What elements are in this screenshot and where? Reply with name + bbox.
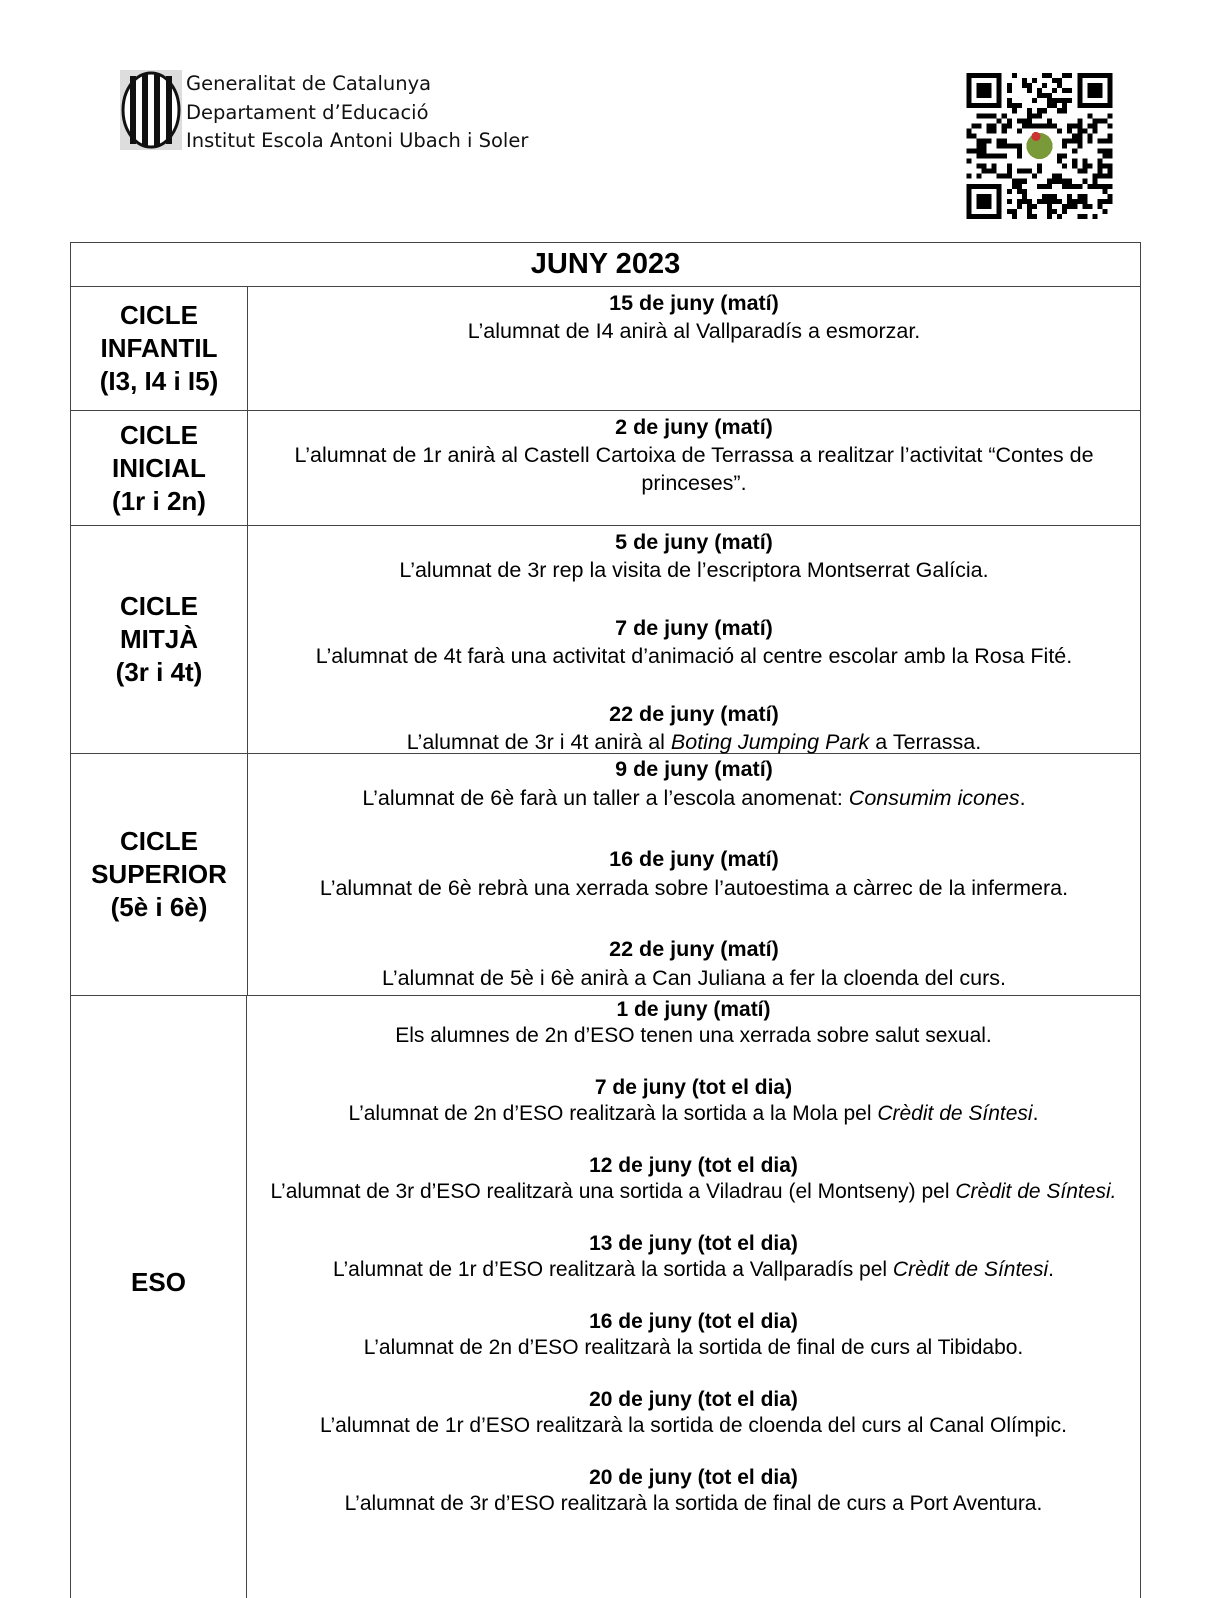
cycle-label: CICLE INICIAL (1r i 2n) — [71, 411, 248, 525]
event-date: 5 de juny (matí) — [615, 530, 773, 554]
events-cell — [248, 526, 1140, 753]
description-text: L’alumnat de 1r d’ESO realitzarà la sortida de cloenda del curs al Canal Olímpic. — [319, 1413, 1068, 1437]
event-date: 20 de juny (tot el dia) — [589, 1466, 798, 1489]
description-text: L’alumnat de 3r rep la visita de l’escriptora Montserrat Galícia. — [399, 558, 989, 582]
description-text: L’alumnat de 3r i 4t anirà al — [406, 730, 671, 754]
event — [262, 614, 1126, 670]
event — [262, 755, 1126, 813]
event-description — [262, 964, 1126, 993]
event-date: 15 de juny (matí) — [609, 291, 779, 315]
description-text: a Terrassa. — [869, 730, 982, 754]
event-description — [262, 642, 1126, 670]
event — [262, 413, 1126, 497]
description-text: L’alumnat de 6è rebrà una xerrada sobre l’autoestima a càrrec de la infermera. — [319, 876, 1069, 900]
event-date: 13 de juny (tot el dia) — [589, 1232, 798, 1255]
description-text: Boting Jumping Park — [670, 730, 870, 754]
description-text: . — [1032, 1101, 1039, 1125]
description-text: L’alumnat de 2n d’ESO realitzarà la sortida a la Mola pel — [348, 1101, 878, 1125]
event — [262, 700, 1126, 756]
event-date: 22 de juny (matí) — [609, 937, 779, 961]
event — [261, 1153, 1126, 1204]
table-title: JUNY 2023 — [71, 243, 1140, 287]
table-row — [71, 411, 1140, 526]
event-description — [261, 1257, 1126, 1283]
table-row — [71, 287, 1140, 411]
organization-header — [186, 70, 528, 156]
description-text: Crèdit de Síntesi — [892, 1257, 1049, 1281]
event — [262, 289, 1126, 345]
event-date: 9 de juny (matí) — [615, 757, 773, 781]
table-row — [71, 996, 1140, 1598]
event-description — [261, 1179, 1126, 1205]
event-description — [262, 874, 1126, 903]
event — [261, 1387, 1126, 1438]
description-text: L’alumnat de 2n d’ESO realitzarà la sortida de final de curs al Tibidabo. — [363, 1335, 1024, 1359]
event-description — [262, 441, 1126, 497]
events-cell — [248, 754, 1140, 995]
event-description — [261, 1413, 1126, 1439]
event — [262, 528, 1126, 584]
event — [262, 935, 1126, 993]
cycle-label: CICLE SUPERIOR (5è i 6è) — [71, 754, 248, 995]
event-description — [262, 728, 1126, 756]
event-date: 20 de juny (tot el dia) — [589, 1388, 798, 1411]
description-text: L’alumnat de I4 anirà al Vallparadís a esmorzar. — [467, 319, 921, 343]
description-text: . — [1048, 1257, 1054, 1281]
description-text: L’alumnat de 1r d’ESO realitzarà la sortida a Vallparadís pel — [332, 1257, 893, 1281]
description-text: L’alumnat de 6è farà un taller a l’escola anomenat: — [362, 786, 849, 810]
event — [261, 1465, 1126, 1516]
description-text: Crèdit de Síntesi. — [955, 1179, 1117, 1203]
cycle-label: CICLE MITJÀ (3r i 4t) — [71, 526, 248, 753]
events-cell — [248, 411, 1140, 525]
cycle-label: CICLE INFANTIL (I3, I4 i I5) — [71, 287, 248, 410]
table-row — [71, 526, 1140, 754]
event — [261, 1075, 1126, 1126]
description-text: Els alumnes de 2n d’ESO tenen una xerrada sobre salut sexual. — [395, 1023, 992, 1047]
event-date: 16 de juny (tot el dia) — [589, 1310, 798, 1333]
event-date: 22 de juny (matí) — [609, 702, 779, 726]
event-date: 1 de juny (matí) — [616, 998, 771, 1021]
event-description — [262, 784, 1126, 813]
event-date: 16 de juny (matí) — [609, 847, 779, 871]
description-text: L’alumnat de 1r anirà al Castell Cartoixa de Terrassa a realitzar l’activitat “Contes de princeses”. — [294, 443, 1094, 495]
description-text: L’alumnat de 3r d’ESO realitzarà la sortida de final de curs a Port Aventura. — [344, 1491, 1043, 1515]
description-text: . — [1019, 786, 1026, 810]
event-description — [261, 1023, 1126, 1049]
event-date: 2 de juny (matí) — [615, 415, 773, 439]
event — [261, 1309, 1126, 1360]
description-text: L’alumnat de 5è i 6è anirà a Can Juliana a fer la cloenda del curs. — [382, 966, 1006, 990]
event — [261, 997, 1126, 1048]
event-date: 12 de juny (tot el dia) — [589, 1154, 798, 1177]
description-text: L’alumnat de 4t farà una activitat d’animació al centre escolar amb la Rosa Fité. — [315, 644, 1073, 668]
events-cell — [247, 996, 1140, 1598]
event-date: 7 de juny (matí) — [615, 616, 773, 640]
event-description — [261, 1335, 1126, 1361]
events-cell — [248, 287, 1140, 410]
table-row — [71, 754, 1140, 996]
event — [262, 845, 1126, 903]
event-date: 7 de juny (tot el dia) — [594, 1076, 793, 1099]
event-description — [261, 1491, 1126, 1517]
calendar-table — [70, 242, 1141, 1598]
qr-code — [964, 73, 1115, 219]
event — [261, 1231, 1126, 1282]
description-text: L’alumnat de 3r d’ESO realitzarà una sortida a Viladrau (el Montseny) pel — [270, 1179, 956, 1203]
event-description — [262, 556, 1126, 584]
generalitat-logo — [120, 70, 182, 150]
org-line: Departament d’Educació — [186, 100, 429, 124]
description-text: Crèdit de Síntesi — [877, 1101, 1033, 1125]
event-description — [261, 1101, 1126, 1127]
description-text: Consumim icones — [848, 786, 1020, 810]
org-line: Institut Escola Antoni Ubach i Soler — [186, 129, 529, 152]
cycle-label: ESO — [71, 996, 247, 1598]
org-line: Generalitat de Catalunya — [186, 72, 432, 95]
event-description — [262, 317, 1126, 345]
